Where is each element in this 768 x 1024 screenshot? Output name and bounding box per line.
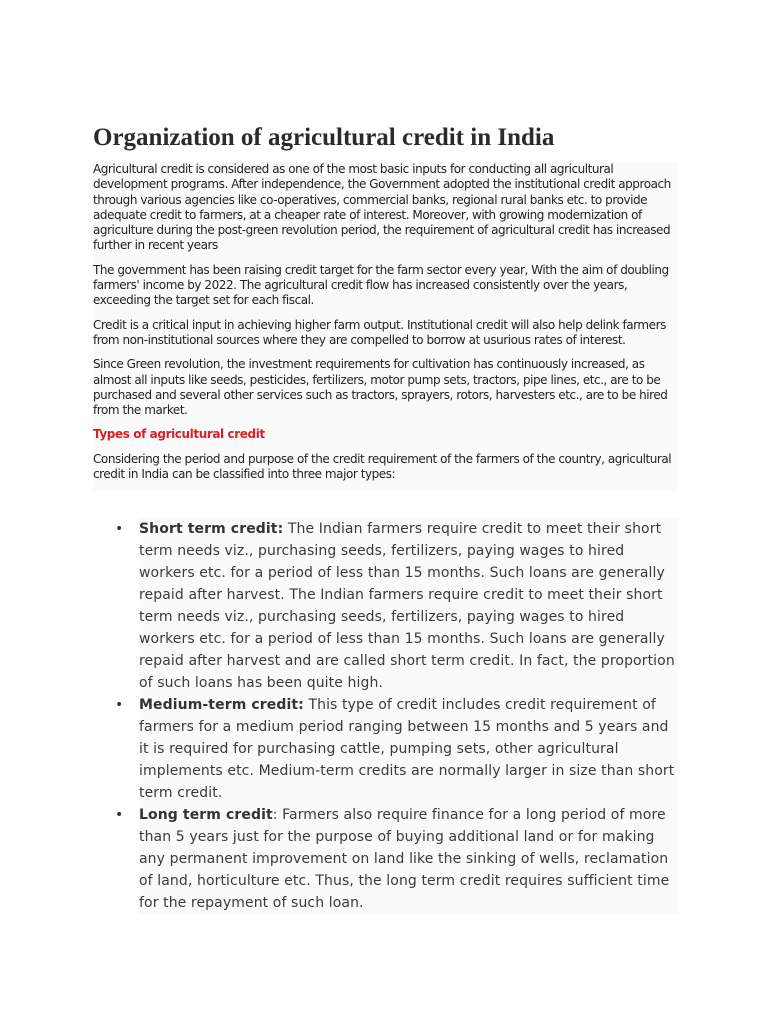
intro-paragraph: Agricultural credit is considered as one of the most basic inputs for conducting all agricultural development programs. After independence, the Government adopted the institutional credit approach through various agencies like co-operatives, commercial banks, regional rural banks etc. to provide adequate credit to farmers, at a cheaper rate of interest. Moreover, with growing modernization of agriculture during the post-green revolution period, the requirement of agricultural credit has increased further in recent years	[93, 162, 671, 253]
term-label: Medium-term credit:	[139, 697, 304, 713]
list-item-body	[139, 694, 678, 804]
page-title: Organization of agricultural credit in India	[93, 124, 555, 151]
term-description: This type of credit includes credit requirement of farmers for a medium period ranging between 15 months and 5 years and it is required for purchasing cattle, pumping sets, other agricultural implements etc. Medium-term credits are normally larger in size than short term credit.	[139, 697, 675, 801]
bullet-icon: •	[115, 521, 124, 537]
list-item-body	[139, 804, 678, 914]
intro-section	[93, 162, 678, 491]
list-item-long-term	[93, 804, 678, 914]
intro-paragraph: The government has been raising credit target for the farm sector every year, With the aim of doubling farmers' income by 2022. The agricultural credit flow has increased consistently over the years, exceeding the target set for each fiscal.	[93, 262, 669, 308]
list-item-short-term	[93, 518, 678, 694]
term-description: The Indian farmers require credit to meet their short term needs viz., purchasing seeds, fertilizers, paying wages to hired workers etc. for a period of less than 15 months. Such loans are generally repaid after harvest. The Indian farmers require credit to meet their short term needs viz., purchasing seeds, fertilizers, paying wages to hired workers etc. for a period of less than 15 months. Such loans are generally repaid after harvest and are called short term credit. In fact, the proportion of such loans has been quite high.	[139, 521, 675, 691]
list-item-body	[139, 518, 678, 694]
list-item-medium-term	[93, 694, 678, 804]
term-description: : Farmers also require finance for a long period of more than 5 years just for the purpose of buying additional land or for making any permanent improvement on land like the sinking of wells, reclamation of land, horticulture etc. Thus, the long term credit requires sufficient time for the repayment of such loan.	[139, 807, 670, 911]
bullet-icon: •	[115, 697, 124, 713]
credit-types-list	[93, 518, 678, 914]
bullet-icon: •	[115, 807, 124, 823]
term-label: Long term credit	[139, 807, 273, 823]
term-label: Short term credit:	[139, 521, 284, 537]
intro-paragraph: Credit is a critical input in achieving higher farm output. Institutional credit will also help delink farmers from non-institutional sources where they are compelled to borrow at usurious rates of interest.	[93, 317, 666, 347]
intro-paragraph: Since Green revolution, the investment requirements for cultivation has continuously increased, as almost all inputs like seeds, pesticides, fertilizers, motor pump sets, tractors, pipe lines, etc., are to be purchased and several other services such as tractors, sprayers, rotors, harvesters etc., are to be hired from the market.	[93, 357, 668, 418]
types-intro-paragraph: Considering the period and purpose of the credit requirement of the farmers of the country, agricultural credit in India can be classified into three major types:	[93, 451, 672, 482]
types-heading: Types of agricultural credit	[93, 427, 265, 442]
